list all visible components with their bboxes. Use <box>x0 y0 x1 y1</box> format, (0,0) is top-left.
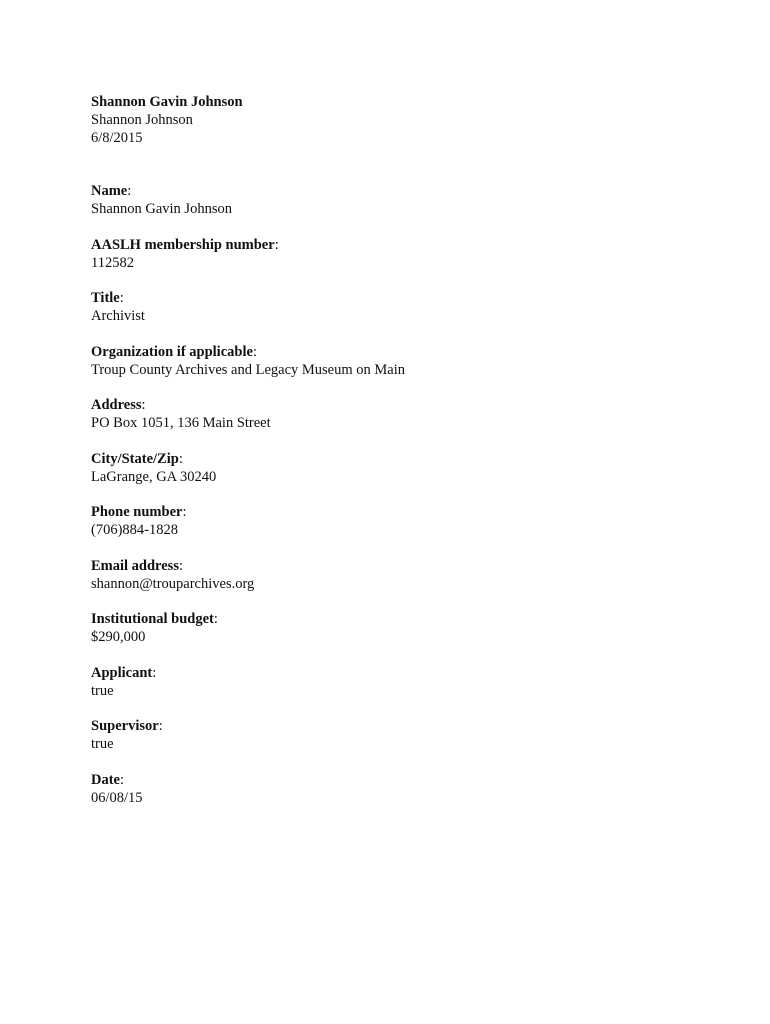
field-label: Title: <box>91 290 124 306</box>
field-value: (706)884-1828 <box>91 522 178 538</box>
document-page <box>91 93 711 824</box>
field-date <box>91 771 711 807</box>
header-full-name: Shannon Gavin Johnson <box>91 94 243 110</box>
field-value: LaGrange, GA 30240 <box>91 468 217 485</box>
field-membership-number <box>91 236 711 272</box>
field-value: $290,000 <box>91 629 146 645</box>
field-label: Email address: <box>91 557 183 574</box>
field-address <box>91 396 711 432</box>
document-header <box>91 93 711 147</box>
field-institutional-budget <box>91 610 711 646</box>
field-value: shannon@trouparchives.org <box>91 575 255 592</box>
field-label: Phone number: <box>91 504 187 520</box>
field-city-state-zip <box>91 450 711 486</box>
field-value: 112582 <box>91 254 134 271</box>
field-label: AASLH membership number: <box>91 236 279 253</box>
field-label: City/State/Zip: <box>91 450 183 467</box>
field-label: Institutional budget: <box>91 611 218 627</box>
field-value: Troup County Archives and Legacy Museum on Main <box>91 361 406 378</box>
field-email-address <box>91 557 711 593</box>
field-name <box>91 182 711 218</box>
field-value: true <box>91 736 114 752</box>
field-value: 06/08/15 <box>91 789 143 806</box>
field-organization <box>91 343 711 379</box>
header-short-name: Shannon Johnson <box>91 112 193 128</box>
field-value: Shannon Gavin Johnson <box>91 201 232 217</box>
field-title <box>91 289 711 325</box>
field-value: Archivist <box>91 308 145 324</box>
field-label: Address: <box>91 397 146 413</box>
field-label: Date: <box>91 771 125 788</box>
field-applicant <box>91 664 711 700</box>
field-label: Organization if applicable: <box>91 343 257 360</box>
field-label: Applicant: <box>91 664 157 681</box>
field-phone-number <box>91 503 711 539</box>
field-value: true <box>91 682 114 699</box>
field-supervisor <box>91 717 711 753</box>
field-value: PO Box 1051, 136 Main Street <box>91 415 271 431</box>
field-label: Name: <box>91 183 132 199</box>
field-label: Supervisor: <box>91 718 163 734</box>
header-date: 6/8/2015 <box>91 130 143 146</box>
